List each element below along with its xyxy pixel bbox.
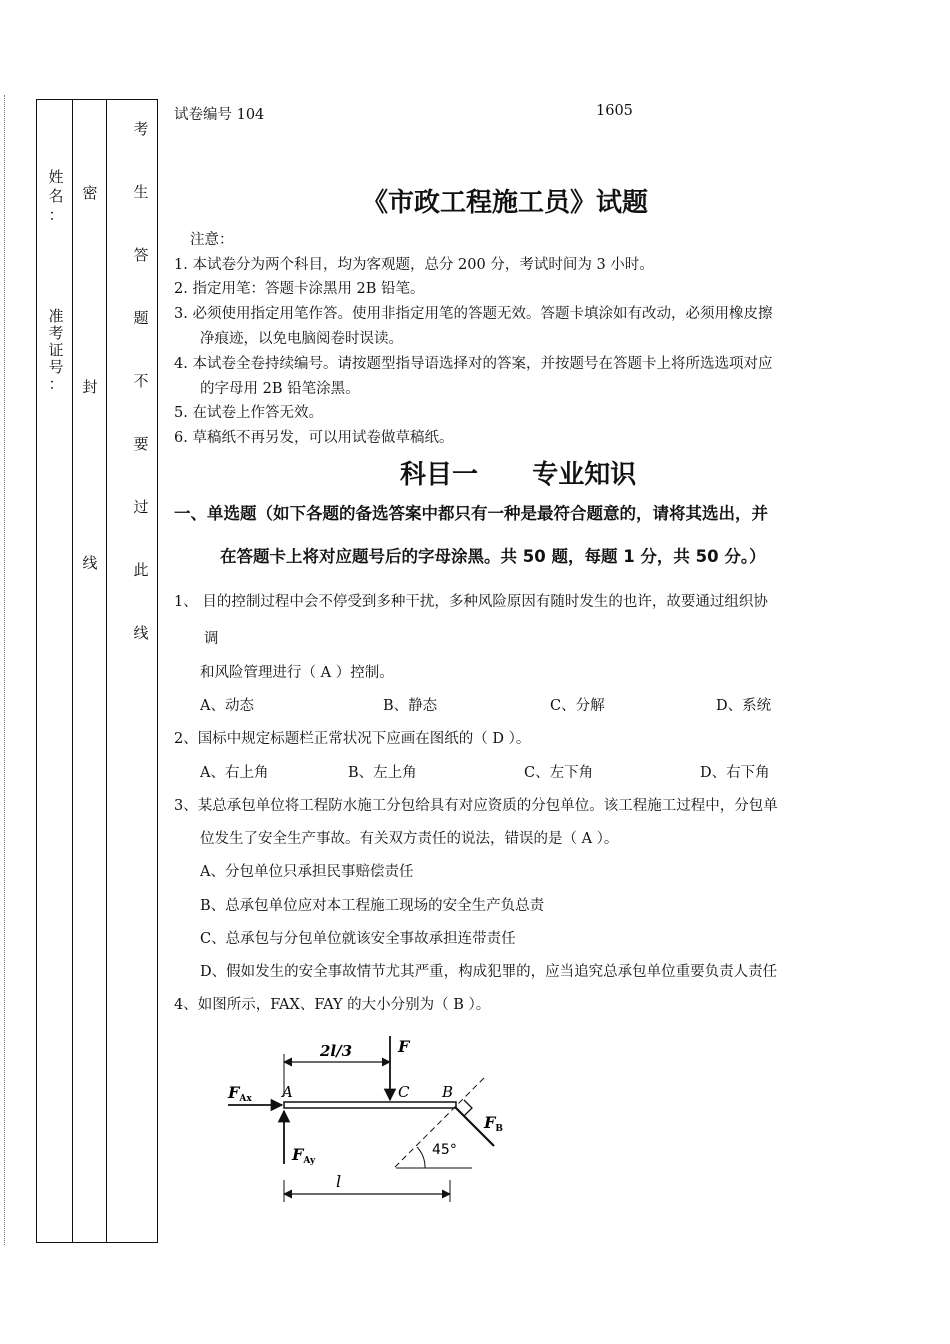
- seal-inner-right: [106, 99, 107, 1243]
- option: D、假如发生的安全事故情节尤其严重，构成犯罪的，应当追究总承包单位重要负责人责任: [200, 964, 778, 980]
- option: D、右下角: [700, 765, 770, 781]
- notice-item: 的字母用 2B 铅笔涂黑。: [200, 381, 360, 397]
- point-b: B: [442, 1083, 454, 1101]
- fax-main: F: [228, 1083, 240, 1102]
- force-fb: [483, 1113, 503, 1134]
- exam-id-label: 准 考 证 号 ：: [48, 307, 64, 393]
- fay-sub: Ay: [303, 1156, 316, 1166]
- question-1: 1、 目的控制过程中会不停受到多种干扰，多种风险原因有随时发生的也许，故要通过组织协: [174, 594, 768, 610]
- option: D、系统: [716, 698, 772, 714]
- dim-l: l: [336, 1172, 342, 1191]
- seal-char-mi: 密: [82, 184, 98, 202]
- point-a: A: [282, 1083, 293, 1101]
- fb-sub: B: [495, 1124, 503, 1134]
- paper-number: 试卷编号 104: [174, 107, 265, 123]
- notice-item: 5. 在试卷上作答无效。: [174, 405, 323, 421]
- option: A、分包单位只承担民事赔偿责任: [200, 864, 414, 880]
- question-2: 2、国标中规定标题栏正常状况下应画在图纸的（ D ）。: [174, 731, 531, 747]
- question-1-cont: 和风险管理进行（ A ）控制。: [200, 665, 394, 681]
- option: C、总承包与分包单位就该安全事故承担连带责任: [200, 931, 516, 947]
- subject-heading: 科目一 专业知识: [400, 460, 637, 490]
- notice-item: 6. 草稿纸不再另发，可以用试卷做草稿纸。: [174, 430, 454, 446]
- force-fay: [291, 1145, 316, 1166]
- cut-line: [4, 95, 5, 1245]
- seal-inner-left: [72, 99, 73, 1243]
- notice-item: 净痕迹，以免电脑阅卷时误读。: [200, 331, 403, 347]
- option: A、右上角: [200, 765, 269, 781]
- angle-label: 45°: [432, 1142, 457, 1158]
- beam-diagram: [220, 1030, 520, 1215]
- option: A、动态: [200, 698, 254, 714]
- option: C、分解: [550, 698, 605, 714]
- notice-item: 4. 本试卷全卷持续编号。请按题型指导语选择对的答案，并按题号在答题卡上将所选选项对应: [174, 356, 773, 372]
- notice-item: 3. 必须使用指定用笔作答。使用非指定用笔的答题无效。答题卡填涂如有改动，必须用橡皮擦: [174, 306, 773, 322]
- notice-item: 2. 指定用笔：答题卡涂黑用 2B 铅笔。: [174, 281, 425, 297]
- question-4: 4、如图所示，FAX、FAY 的大小分别为（ B ）。: [174, 997, 491, 1013]
- option: B、总承包单位应对本工程施工现场的安全生产负总责: [200, 898, 545, 914]
- point-c: C: [398, 1083, 410, 1101]
- fax-sub: Ax: [239, 1094, 252, 1104]
- seal-char-xian: 线: [82, 554, 98, 572]
- seal-char-feng: 封: [82, 378, 98, 396]
- no-answer-warning: 考 生 答 题 不 要 过 此 线: [133, 120, 149, 642]
- question-3: 3、某总承包单位将工程防水施工分包给具有对应资质的分包单位。该工程施工过程中，分包单: [174, 798, 778, 814]
- notice-heading: 注意：: [190, 232, 234, 248]
- fb-main: F: [484, 1113, 496, 1132]
- section-heading-cont: 在答题卡上将对应题号后的字母涂黑。共 50 题，每题 1 分，共 50 分。）: [220, 547, 766, 566]
- dim-2l3: 2l/3: [320, 1042, 353, 1060]
- force-fax: [227, 1083, 252, 1104]
- section-heading: 一、单选题（如下各题的备选答案中都只有一种是最符合题意的，请将其选出，并: [174, 504, 768, 523]
- page-title: 《市政工程施工员》试题: [362, 188, 649, 218]
- question-3-cont: 位发生了安全生产事故。有关双方责任的说法，错误的是（ A ）。: [200, 831, 619, 847]
- option: B、左上角: [348, 765, 417, 781]
- name-label: 姓 名 ：: [48, 168, 64, 224]
- force-f: F: [398, 1037, 410, 1056]
- option: C、左下角: [524, 765, 594, 781]
- notice-item: 1. 本试卷分为两个科目，均为客观题，总分 200 分，考试时间为 3 小时。: [174, 257, 654, 273]
- paper-code: 1605: [596, 103, 633, 119]
- question-1-cont: 调: [204, 631, 219, 647]
- option: B、静态: [383, 698, 438, 714]
- fay-main: F: [292, 1145, 304, 1164]
